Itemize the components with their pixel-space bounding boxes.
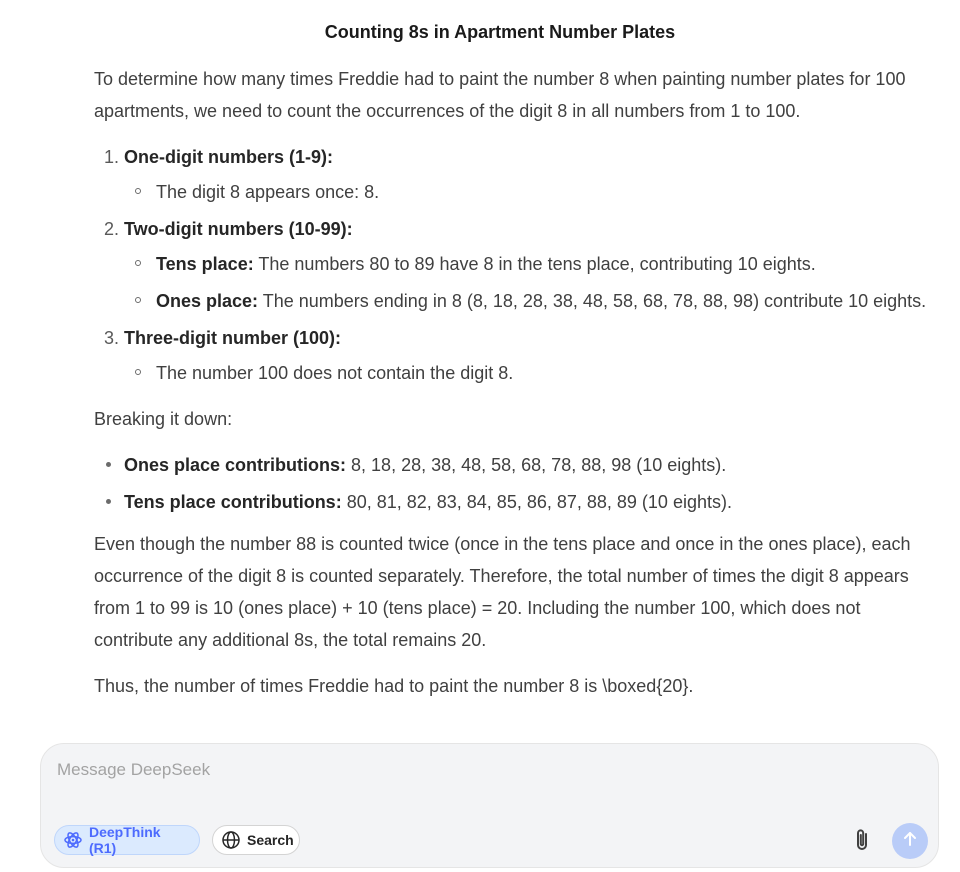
step-number: 3.	[104, 328, 120, 348]
step-item	[94, 141, 944, 208]
search-toggle-button[interactable]	[212, 825, 300, 855]
explanation-paragraph: Even though the number 88 is counted twice (once in the tens place and once in the ones place), each occurrence of the digit 8 is counted separately. Therefore, the total number of times the digit 8 appears from 1 to 99 is 10 (ones place) + 10 (tens place) = 20. Including the number 100, which does not contribute any additional 8s, the total remains 20.	[94, 534, 911, 650]
breakdown-heading: Breaking it down:	[94, 409, 233, 429]
message-composer	[40, 743, 939, 868]
sub-item	[124, 176, 944, 208]
step-sublist	[124, 357, 944, 389]
breakdown-list	[94, 449, 944, 518]
step-heading: Three-digit number (100):	[124, 328, 342, 348]
sub-item-text: The numbers ending in 8 (8, 18, 28, 38, 48, 58, 68, 78, 88, 98) contribute 10 eights.	[258, 291, 927, 311]
message-input[interactable]: Message DeepSeek	[57, 760, 211, 779]
globe-icon	[221, 830, 241, 850]
send-button[interactable]	[892, 823, 928, 859]
sub-item	[124, 248, 944, 280]
deepthink-label: DeepThink (R1)	[89, 824, 161, 856]
breakdown-text: 80, 81, 82, 83, 84, 85, 86, 87, 88, 89 (10 eights).	[341, 492, 732, 512]
atom-icon	[63, 830, 83, 850]
step-heading: One-digit numbers (1-9):	[124, 147, 334, 167]
step-item	[94, 322, 944, 389]
assistant-message	[94, 63, 944, 702]
breakdown-label: Ones place contributions:	[124, 455, 347, 475]
sub-item-text: The number 100 does not contain the digit 8.	[156, 363, 514, 383]
intro-paragraph: To determine how many times Freddie had to paint the number 8 when painting number plates for 100 apartments, we need to count the occurrences of the digit 8 in all numbers from 1 to 100.	[94, 69, 906, 121]
step-item	[94, 213, 944, 317]
step-number: 1.	[104, 147, 120, 167]
steps-list	[94, 141, 944, 389]
sub-item-text: The digit 8 appears once: 8.	[156, 182, 380, 202]
sub-item	[124, 357, 944, 389]
deepthink-toggle-button[interactable]	[54, 825, 200, 855]
conclusion-paragraph: Thus, the number of times Freddie had to paint the number 8 is \boxed{20}.	[94, 676, 694, 696]
sub-item	[124, 285, 944, 317]
step-sublist	[124, 248, 944, 317]
attach-button[interactable]	[849, 826, 877, 854]
sub-item-label: Ones place:	[156, 291, 259, 311]
breakdown-item	[94, 449, 944, 481]
arrow-up-icon	[901, 830, 919, 853]
step-number: 2.	[104, 219, 120, 239]
search-label: Search	[247, 832, 294, 848]
paperclip-icon	[849, 841, 877, 858]
step-sublist	[124, 176, 944, 208]
breakdown-item	[94, 486, 944, 518]
breakdown-label: Tens place contributions:	[124, 492, 342, 512]
sub-item-text: The numbers 80 to 89 have 8 in the tens place, contributing 10 eights.	[253, 254, 816, 274]
sub-item-label: Tens place:	[156, 254, 254, 274]
page-title: Counting 8s in Apartment Number Plates	[324, 22, 676, 42]
step-heading: Two-digit numbers (10-99):	[124, 219, 353, 239]
breakdown-text: 8, 18, 28, 38, 48, 58, 68, 78, 88, 98 (10 eights).	[346, 455, 727, 475]
